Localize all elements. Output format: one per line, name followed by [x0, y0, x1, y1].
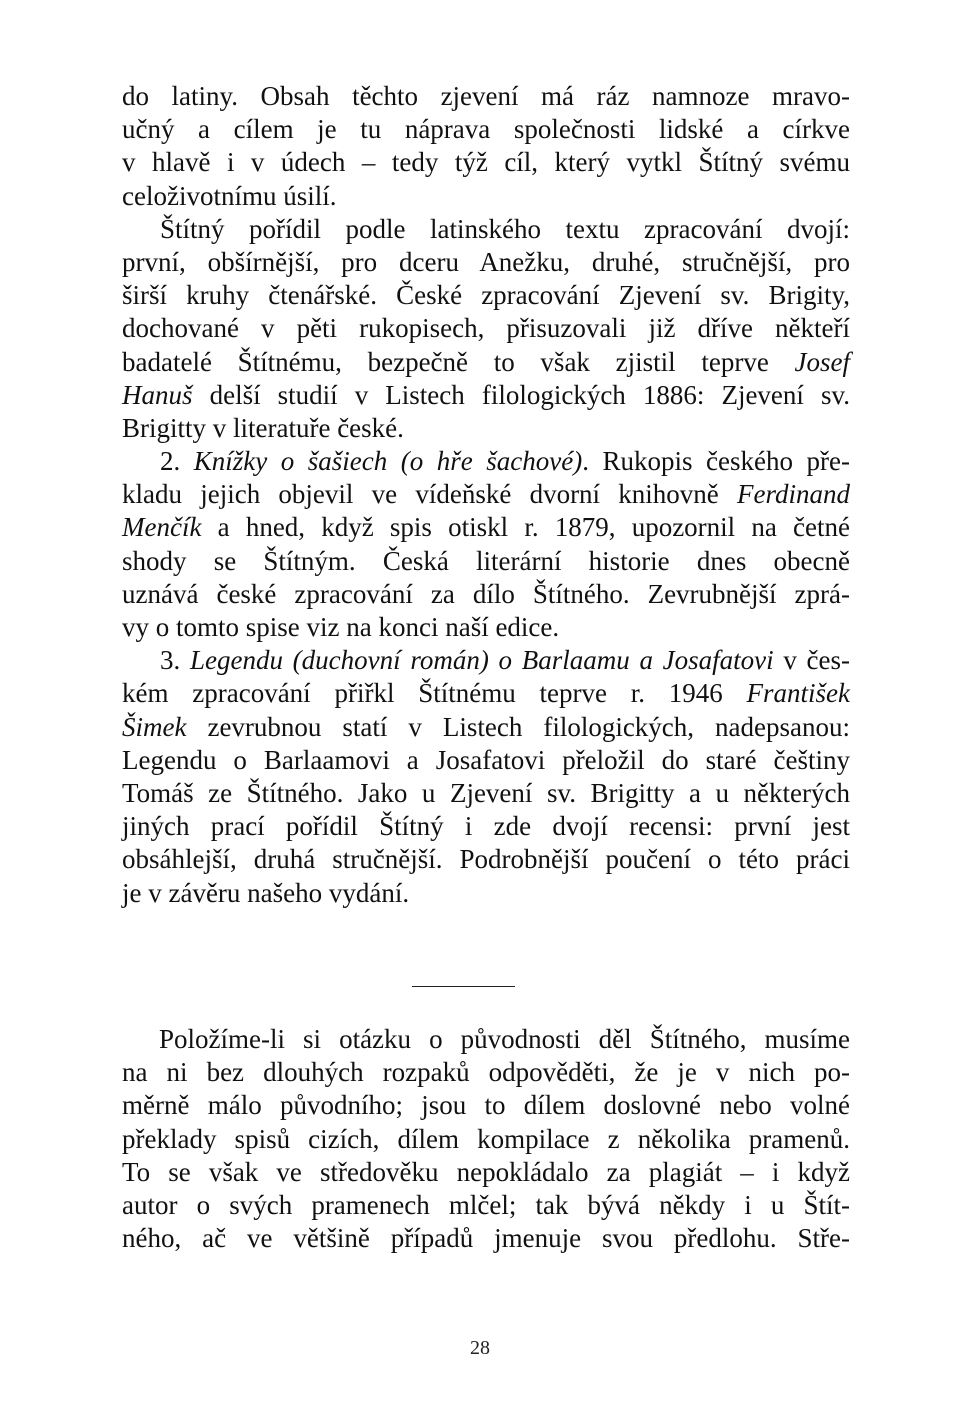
text-line: širší kruhy čtenářské. České zpracování Zjevení sv. Brigity,: [122, 280, 850, 311]
text-line: uznává české zpracování za dílo Štítného. Zevrubnější zprá-: [122, 578, 850, 609]
author-name: Menčík: [122, 512, 202, 543]
text-line: autor o svých pramenech mlčel; tak bývá někdy i u Štít-: [122, 1189, 850, 1220]
text-line: [122, 511, 850, 544]
text-line: Brigitty v literatuře české.: [122, 412, 404, 443]
text-line: [122, 677, 850, 710]
text-line: učný a cílem je tu náprava společnosti lidské a církve: [122, 114, 850, 145]
text-fragment: kladu jejich objevil ve vídeňské dvorní knihovně: [122, 479, 738, 510]
text-fragment: zevrubnou statí v Listech filologických, nadepsanou:: [186, 711, 850, 742]
text-line: Štítný pořídil podle latinského textu zpracování dvojí:: [160, 213, 850, 244]
text-line: v hlavě i v údech – tedy týž cíl, který vytkl Štítný svému: [122, 147, 850, 178]
text-fragment: 3.: [160, 645, 190, 676]
text-line: [122, 379, 850, 412]
text-fragment: . Rukopis českého pře-: [582, 446, 850, 477]
text-line: první, obšírnější, pro dceru Anežku, druhé, stručnější, pro: [122, 246, 850, 277]
text-line: do latiny. Obsah těchto zjevení má ráz namnoze mravo-: [122, 81, 850, 111]
author-name: Šimek: [122, 711, 187, 742]
text-line: Legendu o Barlaamovi a Josafatovi přeložil do staré češtiny: [122, 744, 850, 775]
work-title: Knížky o šašiech (o hře šachové): [193, 446, 583, 477]
text-line: Položíme-li si otázku o původnosti děl Štítného, musíme: [159, 1024, 850, 1054]
text-line: To se však ve středověku nepokládalo za plagiát – i když: [122, 1156, 850, 1187]
text-fragment: badatelé Štítnému, bezpečně to však zjistil teprve: [122, 346, 795, 377]
text-line: obsáhlejší, druhá stručnější. Podrobnější poučení o této práci: [122, 844, 850, 875]
text-fragment: kém zpracování přiřkl Štítnému teprve r. 1946: [122, 678, 747, 709]
author-name: Hanuš: [122, 379, 193, 410]
text-line: Tomáš ze Štítného. Jako u Zjevení sv. Brigitty a u některých: [122, 777, 850, 808]
text-line: [122, 346, 850, 379]
text-fragment: delší studií v Listech filologických 1886: Zjevení sv.: [192, 379, 850, 410]
author-name: Ferdinand: [737, 479, 850, 510]
text-line: [122, 478, 850, 511]
text-line: na ni bez dlouhých rozpaků odpověděti, že je v nich po-: [122, 1057, 850, 1088]
text-line: dochované v pěti rukopisech, přisuzovali již dříve někteří: [122, 313, 850, 344]
text-line: ného, ač ve většině případů jmenuje svou předlohu. Stře-: [122, 1223, 850, 1254]
text-line: měrně málo původního; jsou to dílem doslovné nebo volné: [122, 1090, 850, 1121]
text-line: je v závěru našeho vydání.: [122, 877, 410, 908]
author-name: František: [746, 678, 850, 709]
text-line: překlady spisů cizích, dílem kompilace z několika pramenů.: [122, 1123, 850, 1154]
section-separator: [412, 986, 515, 987]
text-fragment: a hned, když spis otiskl r. 1879, upozornil na četné: [201, 512, 850, 543]
author-name: Josef: [794, 346, 850, 377]
text-line: [122, 644, 850, 677]
text-line: jiných prací pořídil Štítný i zde dvojí recensi: první jest: [122, 811, 850, 842]
text-fragment: 2.: [160, 446, 194, 477]
text-block-upper: [122, 80, 850, 910]
text-line: [122, 445, 850, 478]
text-line: celoživotnímu úsilí.: [122, 180, 337, 211]
page-number: 28: [470, 1337, 490, 1359]
text-block-lower: [122, 1023, 850, 1255]
text-line: vy o tomto spise viz na konci naší edice.: [122, 612, 560, 642]
text-line: shody se Štítným. Česká literární historie dnes obecně: [122, 545, 850, 576]
work-title: Legendu (duchovní román) o Barlaamu a Josafatovi: [189, 645, 774, 676]
text-line: [122, 711, 850, 744]
text-fragment: v čes-: [773, 645, 851, 676]
